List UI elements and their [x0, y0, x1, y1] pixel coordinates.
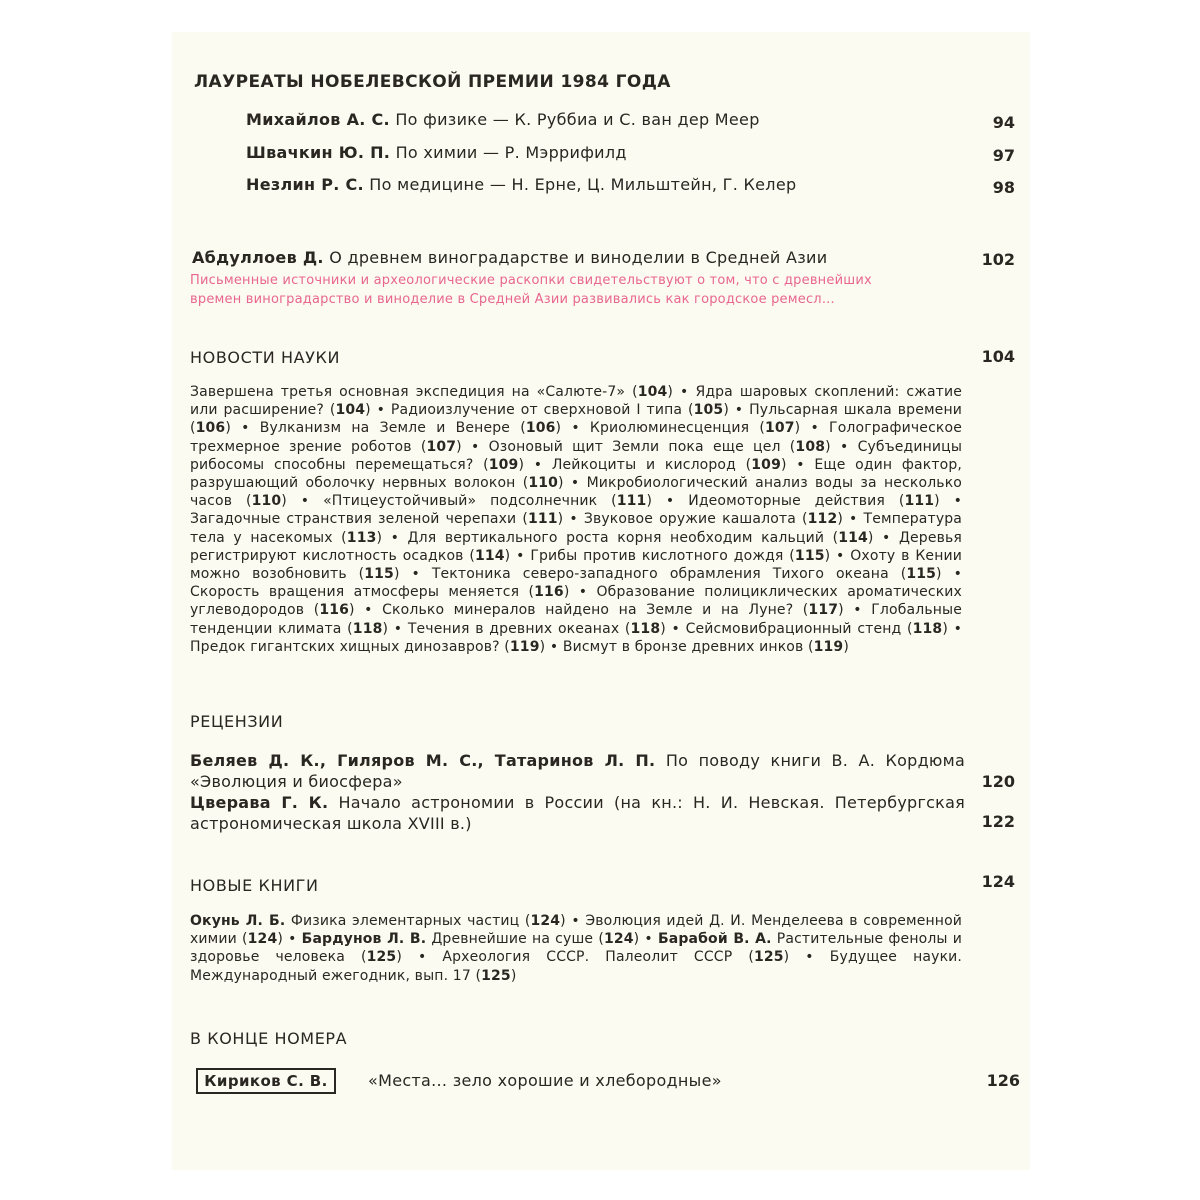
news-item-title: Ядра шаровых скоплений: сжатие или расширение?: [190, 384, 963, 419]
news-item-page: 118: [912, 620, 943, 637]
news-item[interactable]: Сколько минералов найдено на Земле и на Луне? (117): [382, 602, 844, 619]
news-item-title: Предок гигантских хищных динозавров?: [190, 638, 500, 655]
news-item-title: Сколько минералов найдено на Земле и на Луне?: [382, 602, 794, 619]
news-item-title: Завершена третья основная экспедиция на «Салюте-7»: [190, 384, 626, 400]
page-number: 126: [986, 1071, 1020, 1090]
book-page: 124: [603, 931, 634, 948]
book-item[interactable]: Эволюция идей Д. И. Менделеева в современной химии (124): [190, 913, 963, 948]
news-item[interactable]: Субъединицы рибосомы способны перемещаться? (109): [190, 438, 963, 473]
news-item-title: Лейкоциты и кислород: [551, 456, 736, 473]
entry-title: О древнем виноградарстве и виноделии в Средней Азии: [329, 248, 828, 267]
news-item-title: Криолюминесценция: [589, 420, 750, 437]
news-item-title: Деревья регистрируют кислотность осадков: [190, 529, 962, 564]
book-page: 125: [481, 967, 511, 984]
news-item-title: Висмут в бронзе древних инков: [562, 638, 804, 655]
news-item-page: 108: [795, 438, 826, 455]
entry-author: Михайлов А. С.: [246, 110, 390, 129]
news-list: Завершена третья основная экспедиция на «Салюте-7» (104) • Ядра шаровых скоплений: сжатие или расширение? (104) • Радиоизлучение от сверхновой I типа (105) • Пульсарная шкала времени (106) • Вулканизм на Земле и Венере (106) • Криолюминесценция (107) • Голографическое трехмерное зрение роботов (107) • Озоновый щит Земли пока еще цел (108) • Субъединицы рибосомы способны перемещаться? (109) • Лейкоциты и кислород (109) • Еще один фактор, разрушающий оболочку нервных волокон (110) • Микробиологический анализ воды за несколько часов (110) • «Птицеустойчивый» подсолнечник (111) • Идеомоторные действия (111) • Загадочные странствия зеленой черепахи (111) • Звуковое оружие кашалота (112) • Температура тела у насекомых (113) • Для вертикального роста корня необходим кальций (114) • Деревья регистрируют кислотность осадков (114) • Грибы против кислотного дождя (115) • Охоту в Кении можно возобновить (115) • Тектоника северо-западного обрамления Тихого океана (115) • Скорость вращения атмосферы меняется (116) • Образование полициклических ароматических углеводородов (116) • Сколько минералов найдено на Земле и на Луне? (117) • Глобальные тенденции климата (118) • Течения в древних океанах (118) • Сейсмовибрационный стенд (118) • Предок гигантских хищных динозавров? (119) • Висмут в бронзе древних инков (119): [190, 384, 963, 655]
news-item-page: 111: [616, 493, 647, 510]
book-page: 125: [753, 949, 784, 966]
page-number: 98: [992, 178, 1015, 197]
article-annotation-line: времен виноградарство и виноделие в Средней Азии развивались как городское ремесл...: [190, 292, 835, 307]
author-box[interactable]: Кириков С. В.: [196, 1068, 336, 1094]
news-item[interactable]: Скорость вращения атмосферы меняется (116): [190, 584, 570, 601]
section-title-end: В КОНЦЕ НОМЕРА: [190, 1029, 348, 1048]
book-title: Растительные фенолы и здоровье человека: [190, 931, 963, 966]
book-item[interactable]: Окунь Л. Б. Физика элементарных частиц (124): [190, 913, 566, 929]
book-page: 124: [530, 913, 561, 929]
page-number: 122: [981, 812, 1015, 831]
news-item-page: 110: [251, 493, 282, 510]
news-item-page: 107: [426, 438, 457, 455]
news-item[interactable]: Еще один фактор, разрушающий оболочку нервных волокон (110): [190, 456, 963, 492]
entry-author: Цверава Г. К.: [190, 793, 329, 812]
news-item[interactable]: Течения в древних океанах (118): [407, 620, 666, 637]
news-item[interactable]: Деревья регистрируют кислотность осадков (114): [190, 529, 962, 564]
page-number: 94: [992, 113, 1015, 132]
news-item-page: 114: [474, 547, 505, 564]
article-annotation-line: Письменные источники и археологические раскопки свидетельствуют о том, что с древнейших: [190, 273, 872, 288]
news-item[interactable]: «Птицеустойчивый» подсолнечник (111): [323, 493, 653, 510]
book-page: 125: [366, 949, 397, 966]
news-item[interactable]: Образование полициклических ароматических углеводородов (116): [190, 584, 962, 619]
news-item[interactable]: Голографическое трехмерное зрение роботов (107): [190, 420, 963, 455]
news-item[interactable]: Микробиологический анализ воды за несколько часов (110): [190, 475, 963, 510]
entry-title: Начало астрономии в России (на кн.: Н. И. Невская. Петербургская астрономическая школа XVIII в.): [190, 793, 966, 833]
news-item[interactable]: Сейсмовибрационный стенд (118): [685, 620, 948, 637]
news-item-title: Течения в древних океанах: [407, 620, 620, 637]
news-item-page: 115: [906, 566, 937, 583]
toc-entry[interactable]: [246, 110, 760, 129]
news-item-page: 118: [352, 620, 383, 637]
news-item[interactable]: Завершена третья основная экспедиция на «Салюте-7» (104): [190, 384, 674, 400]
book-item[interactable]: Бардунов Л. В. Древнейшие на суше (124): [301, 931, 640, 948]
toc-entry-review[interactable]: [190, 750, 965, 792]
news-item-page: 115: [364, 566, 394, 583]
news-item-title: Охоту в Кении можно возобновить: [190, 547, 962, 583]
book-item[interactable]: Будущее науки. Международный ежегодник, вып. 17 (125): [190, 949, 963, 984]
news-item-page: 119: [509, 638, 540, 655]
book-title: Эволюция идей Д. И. Менделеева в современной химии: [190, 913, 963, 948]
news-item-page: 117: [808, 602, 839, 619]
news-item-page: 116: [319, 602, 349, 619]
entry-author: Беляев Д. К., Гиляров М. С., Татаринов Л. П.: [190, 751, 656, 770]
news-item[interactable]: Лейкоциты и кислород (109): [551, 456, 787, 473]
news-item[interactable]: Грибы против кислотного дождя (115): [530, 547, 831, 564]
book-title: Древнейшие на суше: [431, 931, 594, 948]
news-item-title: «Птицеустойчивый» подсолнечник: [323, 493, 598, 510]
section-title-reviews: РЕЦЕНЗИИ: [190, 712, 284, 731]
entry-author: Абдуллоев Д.: [192, 248, 324, 267]
news-item-title: Температура тела у насекомых: [190, 511, 963, 546]
news-item-title: Радиоизлучение от сверхновой I типа: [390, 402, 683, 419]
book-page: 124: [247, 931, 278, 948]
toc-entry[interactable]: [246, 143, 627, 162]
entry-title: По медицине — Н. Ерне, Ц. Мильштейн, Г. Келер: [369, 175, 797, 194]
news-item[interactable]: Ядра шаровых скоплений: сжатие или расширение? (104): [190, 384, 963, 419]
news-item-title: Пульсарная шкала времени: [749, 402, 962, 419]
news-item[interactable]: Температура тела у насекомых (113): [190, 511, 963, 546]
section-title-books: НОВЫЕ КНИГИ: [190, 876, 319, 895]
news-item[interactable]: Криолюминесценция (107): [589, 420, 801, 437]
news-item-page: 112: [807, 511, 838, 528]
book-author: Окунь Л. Б.: [190, 913, 286, 929]
news-item-title: Скорость вращения атмосферы меняется: [190, 584, 520, 601]
page-number: 120: [981, 772, 1015, 791]
entry-author: Швачкин Ю. П.: [246, 143, 391, 162]
news-item-title: Тектоника северо-западного обрамления Тихого океана: [431, 566, 889, 583]
page-number: 124: [981, 872, 1015, 891]
page-number: 102: [981, 250, 1015, 269]
news-item[interactable]: Идеомоторные действия (111): [688, 493, 940, 510]
toc-entry-review[interactable]: [190, 792, 965, 834]
book-item[interactable]: Археология СССР. Палеолит СССР (125): [442, 949, 790, 966]
toc-entry-article[interactable]: [192, 248, 827, 267]
news-item-page: 104: [637, 384, 668, 400]
book-title: Археология СССР. Палеолит СССР: [442, 949, 733, 966]
page-number: 104: [981, 347, 1015, 366]
news-item-title: Вулканизм на Земле и Венере: [259, 420, 511, 437]
news-item-page: 113: [346, 529, 377, 546]
section-title-news: НОВОСТИ НАУКИ: [190, 348, 341, 367]
entry-title: По физике — К. Руббиа и С. ван дер Меер: [395, 110, 760, 129]
news-item-title: Образование полициклических ароматических углеводородов: [190, 584, 962, 619]
news-item[interactable]: Озоновый щит Земли пока еще цел (108): [488, 438, 831, 455]
book-author: Бардунов Л. В.: [301, 931, 427, 948]
news-item-title: Микробиологический анализ воды за несколько часов: [190, 475, 963, 510]
book-title: Будущее науки. Международный ежегодник, вып. 17: [190, 949, 963, 984]
news-item-title: Идеомоторные действия: [688, 493, 885, 510]
news-item[interactable]: Пульсарная шкала времени (106): [190, 402, 962, 437]
news-item-title: Еще один фактор, разрушающий оболочку нервных волокон: [190, 456, 963, 492]
news-item-page: 119: [813, 638, 844, 655]
news-item[interactable]: Звуковое оружие кашалота (112): [583, 511, 843, 528]
news-item-page: 111: [904, 493, 935, 510]
news-item-page: 115: [794, 547, 825, 564]
news-item[interactable]: Охоту в Кении можно возобновить (115): [190, 547, 962, 583]
news-item[interactable]: Предок гигантских хищных динозавров? (119): [190, 638, 546, 655]
news-item-title: Для вертикального роста корня необходим кальций: [407, 529, 825, 546]
news-item-page: 107: [764, 420, 795, 437]
news-item-page: 109: [488, 456, 519, 473]
news-item-page: 109: [751, 456, 781, 473]
news-item-title: Звуковое оружие кашалота: [583, 511, 796, 528]
news-item-page: 104: [335, 402, 366, 419]
news-item-page: 106: [195, 420, 226, 437]
section-title-laureates: ЛАУРЕАТЫ НОБЕЛЕВСКОЙ ПРЕМИИ 1984 ГОДА: [194, 72, 671, 92]
entry-author: Незлин Р. С.: [246, 175, 364, 194]
toc-entry[interactable]: [246, 175, 796, 194]
books-list: Окунь Л. Б. Физика элементарных частиц (124) • Эволюция идей Д. И. Менделеева в современной химии (124) • Бардунов Л. В. Древнейшие на суше (124) • Барабой В. А. Растительные фенолы и здоровье человека (125) • Археология СССР. Палеолит СССР (125) • Будущее науки. Международный ежегодник, вып. 17 (125): [190, 913, 963, 984]
entry-title: По поводу книги В. А. Кордюма «Эволюция и биосфера»: [190, 751, 965, 791]
news-item[interactable]: Радиоизлучение от сверхновой I типа (105): [390, 402, 729, 419]
news-item[interactable]: Для вертикального роста корня необходим кальций (114): [407, 529, 874, 546]
news-item-title: Субъединицы рибосомы способны перемещаться?: [190, 438, 963, 473]
book-author: Барабой В. А.: [657, 931, 772, 948]
news-item-page: 111: [527, 511, 558, 528]
news-item-title: Сейсмовибрационный стенд: [685, 620, 902, 637]
book-title: Физика элементарных частиц: [290, 913, 520, 929]
news-item-title: Глобальные тенденции климата: [190, 602, 962, 637]
news-item-page: 110: [528, 475, 559, 492]
news-item[interactable]: Тектоника северо-западного обрамления Тихого океана (115): [431, 566, 942, 583]
news-item-page: 116: [534, 584, 564, 601]
news-item-page: 106: [525, 420, 556, 437]
news-item-page: 114: [838, 529, 868, 546]
news-item-title: Озоновый щит Земли пока еще цел: [488, 438, 781, 455]
news-item[interactable]: Вулканизм на Земле и Венере (106): [259, 420, 562, 437]
news-item[interactable]: Глобальные тенденции климата (118): [190, 602, 962, 637]
news-item-title: Голографическое трехмерное зрение роботов: [190, 420, 963, 455]
news-item-title: Загадочные странствия зеленой черепахи: [190, 511, 517, 528]
entry-title: По химии — Р. Мэррифилд: [395, 143, 627, 162]
news-item[interactable]: Висмут в бронзе древних инков (119): [562, 638, 849, 655]
news-item[interactable]: Загадочные странствия зеленой черепахи (111): [190, 511, 564, 528]
news-item-page: 105: [693, 402, 724, 419]
page-number: 97: [992, 146, 1015, 165]
book-item[interactable]: Барабой В. А. Растительные фенолы и здоровье человека (125): [190, 931, 963, 966]
entry-title[interactable]: «Места... зело хорошие и хлебородные»: [368, 1071, 722, 1090]
news-item-title: Грибы против кислотного дождя: [530, 547, 784, 564]
news-item-page: 118: [630, 620, 661, 637]
